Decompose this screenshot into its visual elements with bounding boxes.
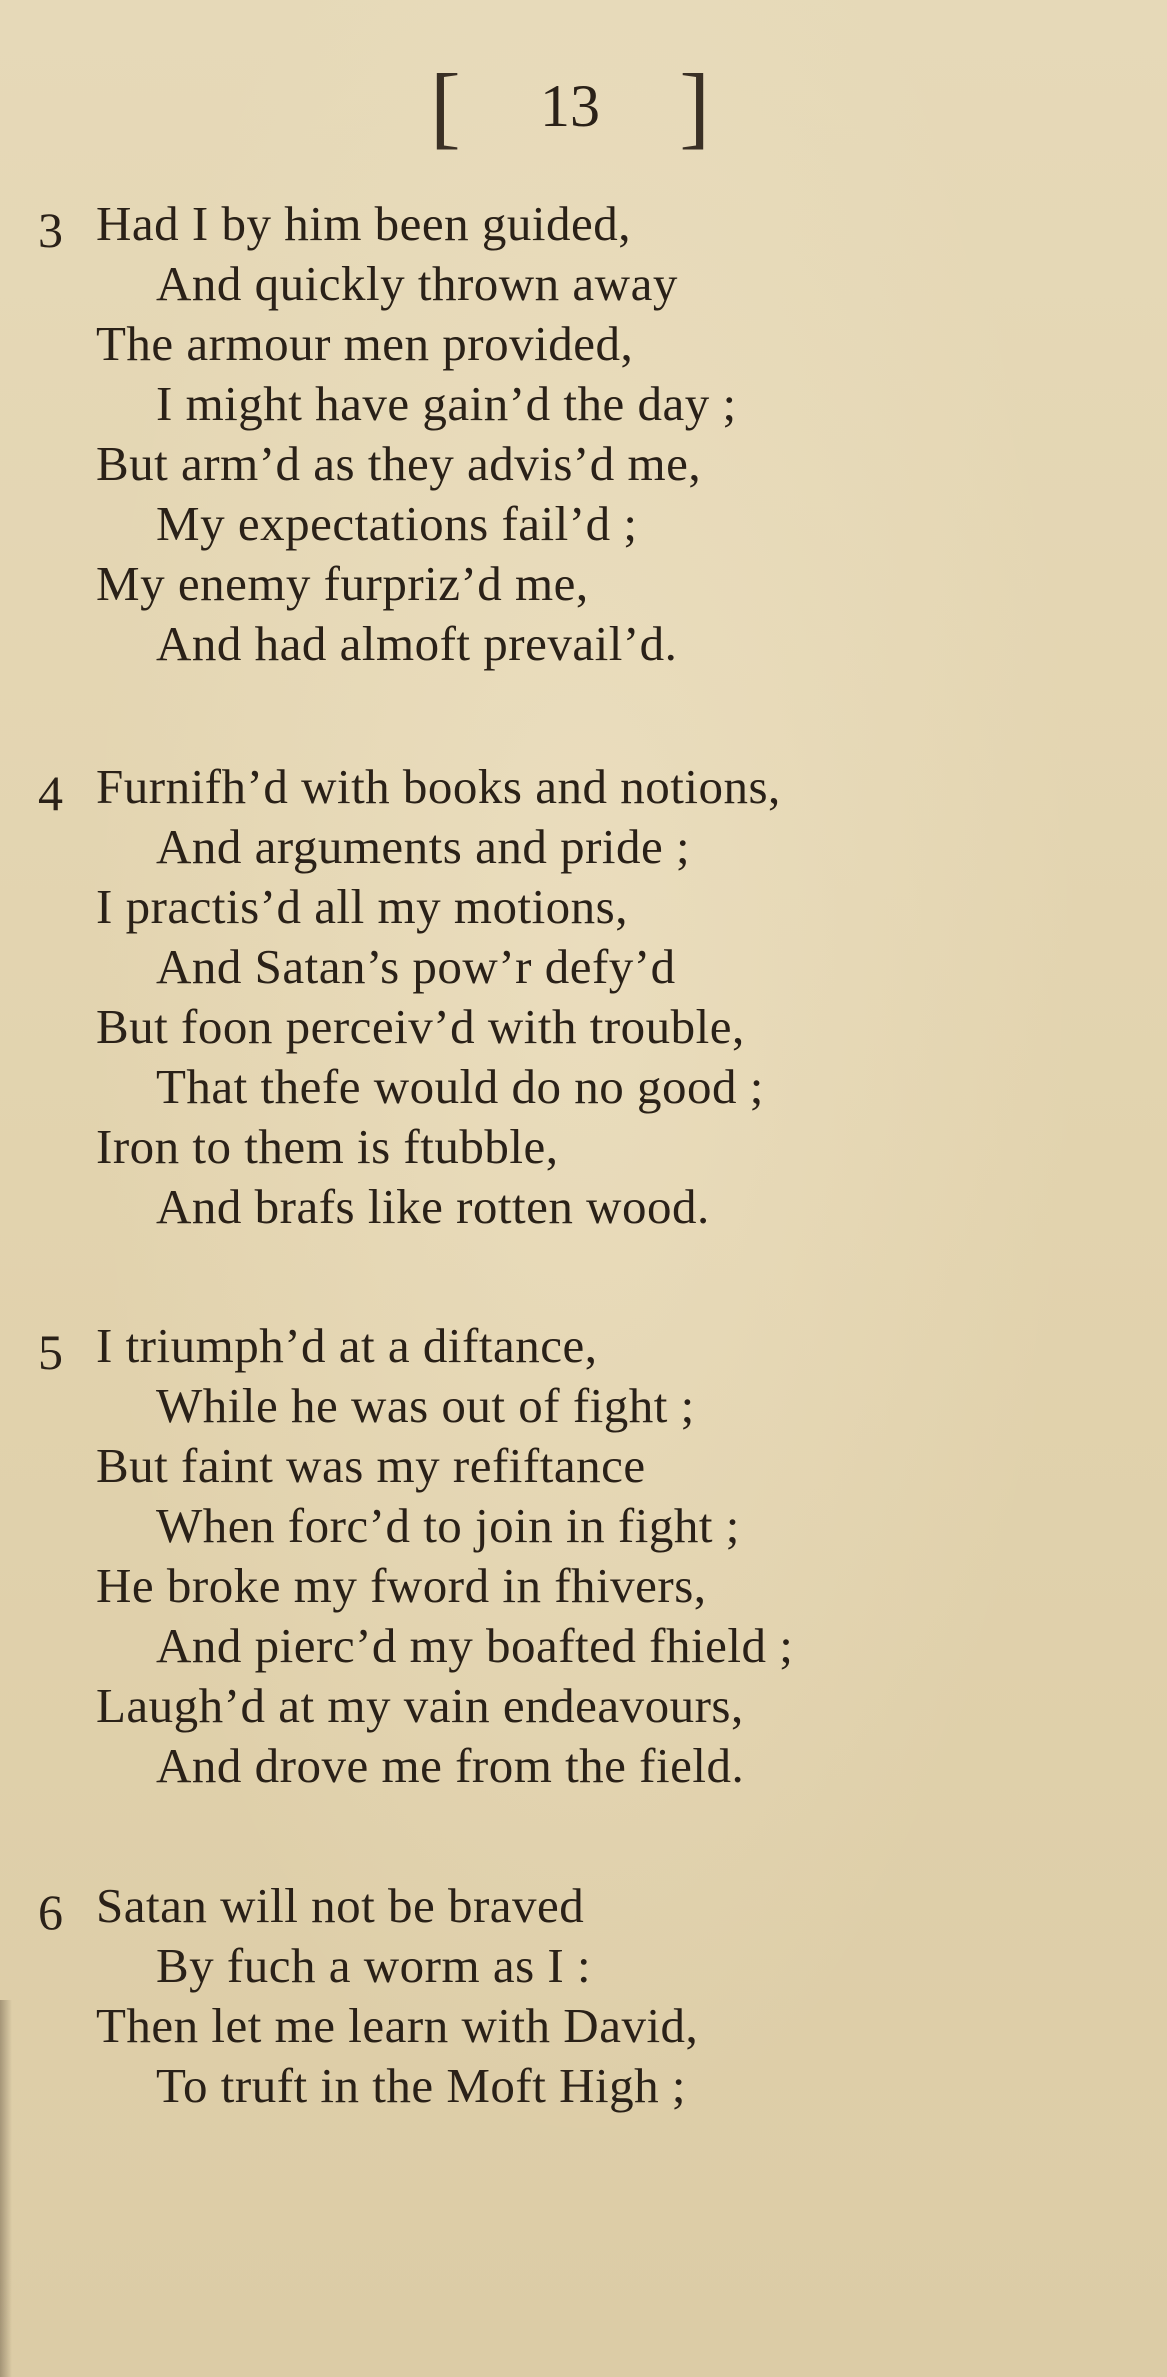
stanza-number: 3 <box>38 202 63 258</box>
verse-line: Had I by him been guided, <box>96 196 632 251</box>
page-header <box>430 52 710 157</box>
verse-line: That thefe would do no good ; <box>156 1059 764 1114</box>
verse-line: But foon perceiv’d with trouble, <box>96 999 745 1054</box>
verse-line: By fuch a worm as I : <box>156 1938 592 1993</box>
verse-line: And quickly thrown away <box>156 256 678 311</box>
verse-line: I might have gain’d the day ; <box>156 376 737 431</box>
verse-line: The armour men provided, <box>96 316 634 371</box>
stanza-number: 4 <box>38 765 63 821</box>
verse-line: While he was out of fight ; <box>156 1378 695 1433</box>
verse-line: My expectations fail’d ; <box>156 496 638 551</box>
stanza-number: 6 <box>38 1884 63 1940</box>
verse-line: Iron to them is ftubble, <box>96 1119 559 1174</box>
verse-line: Then let me learn with David, <box>96 1998 699 2053</box>
verse-line: I practis’d all my motions, <box>96 879 628 934</box>
verse-line: I triumph’d at a diftance, <box>96 1318 598 1373</box>
page-number: 13 <box>540 73 600 139</box>
stanza-number: 5 <box>38 1324 63 1380</box>
verse-line: But arm’d as they advis’d me, <box>96 436 702 491</box>
verse-line: When forc’d to join in fight ; <box>156 1498 740 1553</box>
bracket-right: ] <box>679 55 710 157</box>
verse-line: And drove me from the field. <box>156 1738 745 1793</box>
verse-line: Furnifh’d with books and notions, <box>96 759 781 814</box>
verse-line: My enemy furpriz’d me, <box>96 556 589 611</box>
verse-line: And brafs like rotten wood. <box>156 1179 710 1234</box>
verse-line: And arguments and pride ; <box>156 819 691 874</box>
page-edge-shadow <box>0 2000 12 2377</box>
verse-line: Laugh’d at my vain endeavours, <box>96 1678 744 1733</box>
verse-line: He broke my fword in fhivers, <box>96 1558 707 1613</box>
verse-line: But faint was my refiftance <box>96 1438 646 1493</box>
verse-line: Satan will not be braved <box>96 1878 585 1933</box>
verse-line: And Satan’s pow’r defy’d <box>156 939 676 994</box>
bracket-left: [ <box>430 55 461 157</box>
verse-line: And had almoft prevail’d. <box>156 616 678 671</box>
verse-line: And pierc’d my boafted fhield ; <box>156 1618 794 1673</box>
verse-line: To truft in the Moft High ; <box>156 2058 686 2113</box>
